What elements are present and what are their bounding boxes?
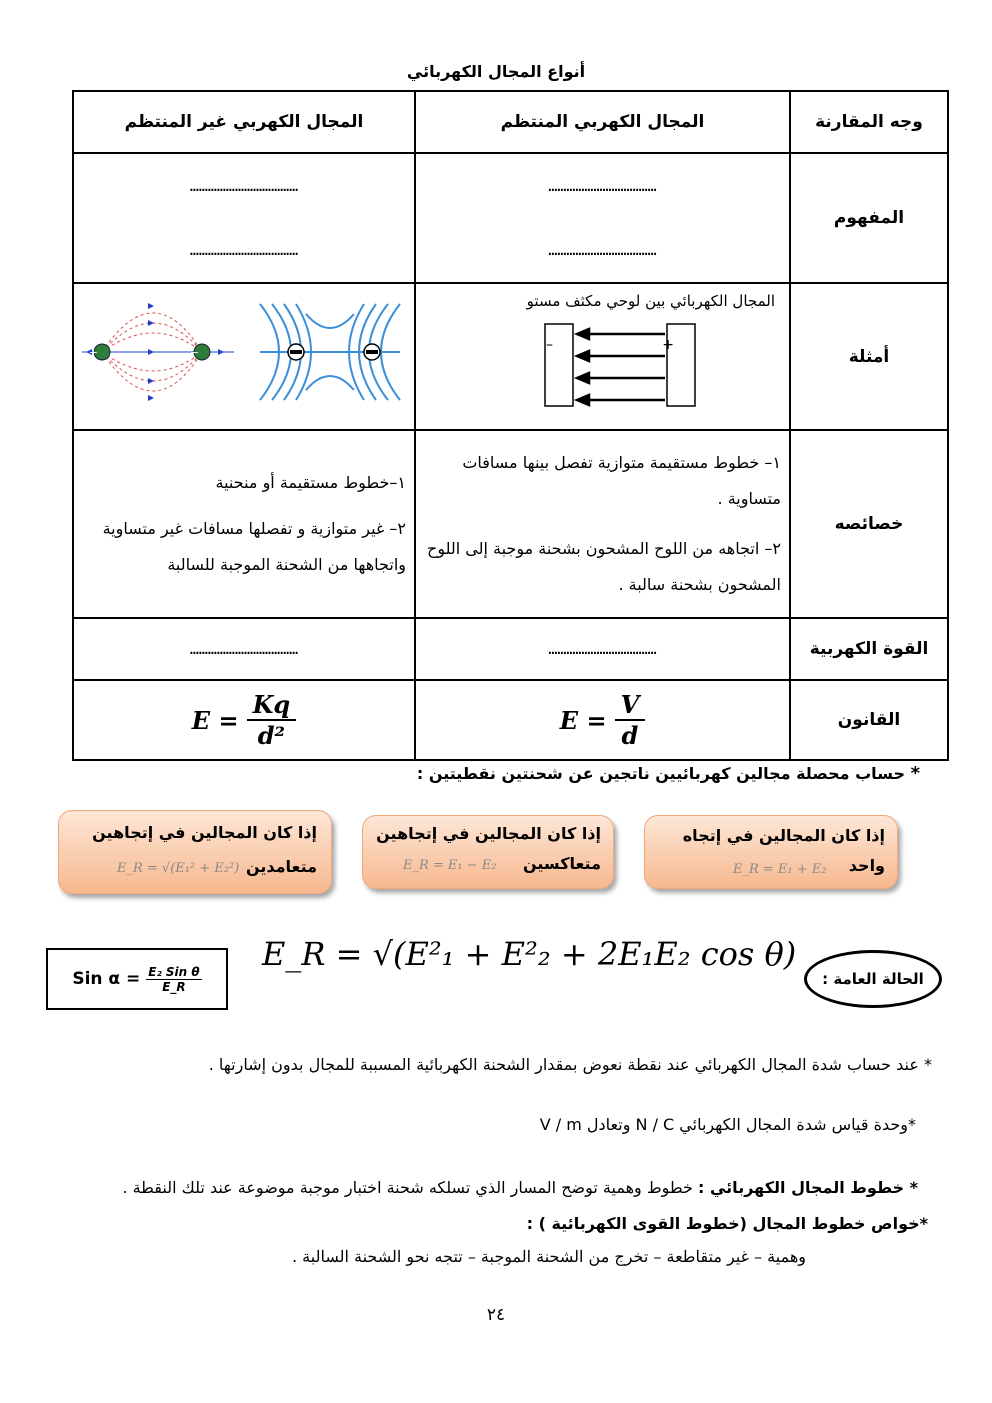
- plus-sign: +: [662, 337, 674, 353]
- svg-text:+: +: [88, 346, 98, 359]
- general-formula: E_R = √(E²₁ + E²₂ + 2E₁E₂ cos θ): [262, 935, 797, 973]
- page-title: أنواع المجال الكهربائي: [406, 62, 586, 81]
- minus-sign: –: [546, 337, 553, 353]
- dotted-line: ………………………………: [189, 177, 299, 195]
- header-aspect: وجه المقارنة: [790, 91, 948, 153]
- svg-text:−: −: [189, 346, 199, 359]
- sin-formula-box: Sin α = E₂ Sin θ E_R: [46, 948, 228, 1010]
- uniform-law-formula: E = $\frac{V}{d}$: [560, 690, 645, 750]
- uniform-law-cell: [415, 680, 790, 760]
- page-number: ٢٤: [486, 1305, 506, 1325]
- nonuniform-example-cell: [73, 283, 415, 430]
- general-case-label: الحالة العامة :: [804, 950, 942, 1008]
- nonuniform-law-cell: [73, 680, 415, 760]
- uniform-properties-cell: [415, 430, 790, 618]
- dotted-line: ………………………………: [548, 241, 657, 259]
- box-same-direction: إذا كان المجالين في إتجاه واحد E_R = E₁ + E₂: [644, 815, 898, 889]
- comparison-table: [72, 90, 949, 761]
- nonuniform-field-diagrams: [74, 284, 414, 429]
- dotted-line: ………………………………: [189, 640, 299, 658]
- nonuniform-property-2: ٢– غير متوازية و تفصلها مسافات غير متساوية واتجاهها من الشحنة الموجبة للسالبة: [102, 519, 406, 574]
- row-label-properties: خصائصه: [790, 430, 948, 618]
- capacitor-diagram: [431, 316, 781, 411]
- nonuniform-law-formula: E = $\frac{Kq}{\text{d²}}$: [192, 690, 296, 750]
- header-nonuniform: المجال الكهربي غير المنتظم: [73, 91, 415, 153]
- nonuniform-properties-cell: [73, 430, 415, 618]
- header-uniform: المجال الكهربي المنتظم: [415, 91, 790, 153]
- box-opposite-directions: إذا كان المجالين في إتجاهين متعاكسين E_R = E₁ − E₂: [362, 815, 614, 889]
- note-field-lines: * خطوط المجال الكهربائي : خطوط وهمية توضح المسار الذي تسلكه شحنة اختبار موجبة موضوعة عند تلك النقطة .: [122, 1178, 918, 1197]
- row-label-force: القوة الكهربية: [790, 618, 948, 680]
- row-label-concept: المفهوم: [790, 153, 948, 283]
- note-properties-list: وهمية – غير متقاطعة – تخرج من الشحنة الموجبة – تتجه نحو الشحنة السالبة .: [292, 1247, 806, 1266]
- nonuniform-concept-cell: [73, 153, 415, 283]
- uniform-example-text: المجال الكهربائي بين لوحي مكثف مستو: [526, 292, 775, 310]
- dotted-line: ………………………………: [548, 640, 657, 658]
- uniform-property-1: ١– خطوط مستقيمة متوازية تفصل بينها مسافات متساوية .: [462, 453, 781, 508]
- note-unit: *وحدة قياس شدة المجال الكهربائي N / C وتعادل V / m: [539, 1115, 916, 1134]
- uniform-property-2: ٢– اتجاهه من اللوح المشحون بشحنة موجبة إلى اللوح المشحون بشحنة سالبة .: [426, 539, 781, 594]
- dotted-line: ………………………………: [189, 241, 299, 259]
- note-properties-heading: *خواص خطوط المجال (خطوط القوى الكهربائية ) :: [526, 1214, 928, 1233]
- dotted-line: ………………………………: [548, 177, 657, 195]
- nonuniform-property-1: ١–خطوط مستقيمة أو منحنية: [215, 473, 406, 492]
- row-label-law: القانون: [790, 680, 948, 760]
- uniform-example-cell: [415, 283, 790, 430]
- note-magnitude: * عند حساب شدة المجال الكهربائي عند نقطة نعوض بمقدار الشحنة الكهربائية المسببة للمجال بدون إشارتها .: [208, 1055, 932, 1074]
- row-label-examples: أمثلة: [790, 283, 948, 430]
- uniform-concept-cell: [415, 153, 790, 283]
- resultant-heading: * حساب محصلة مجالين كهربائيين ناتجين عن شحنتين نقطيتين :: [416, 763, 920, 784]
- box-perpendicular: إذا كان المجالين في إتجاهين متعامدين E_R = √(E₁² + E₂²): [58, 810, 332, 894]
